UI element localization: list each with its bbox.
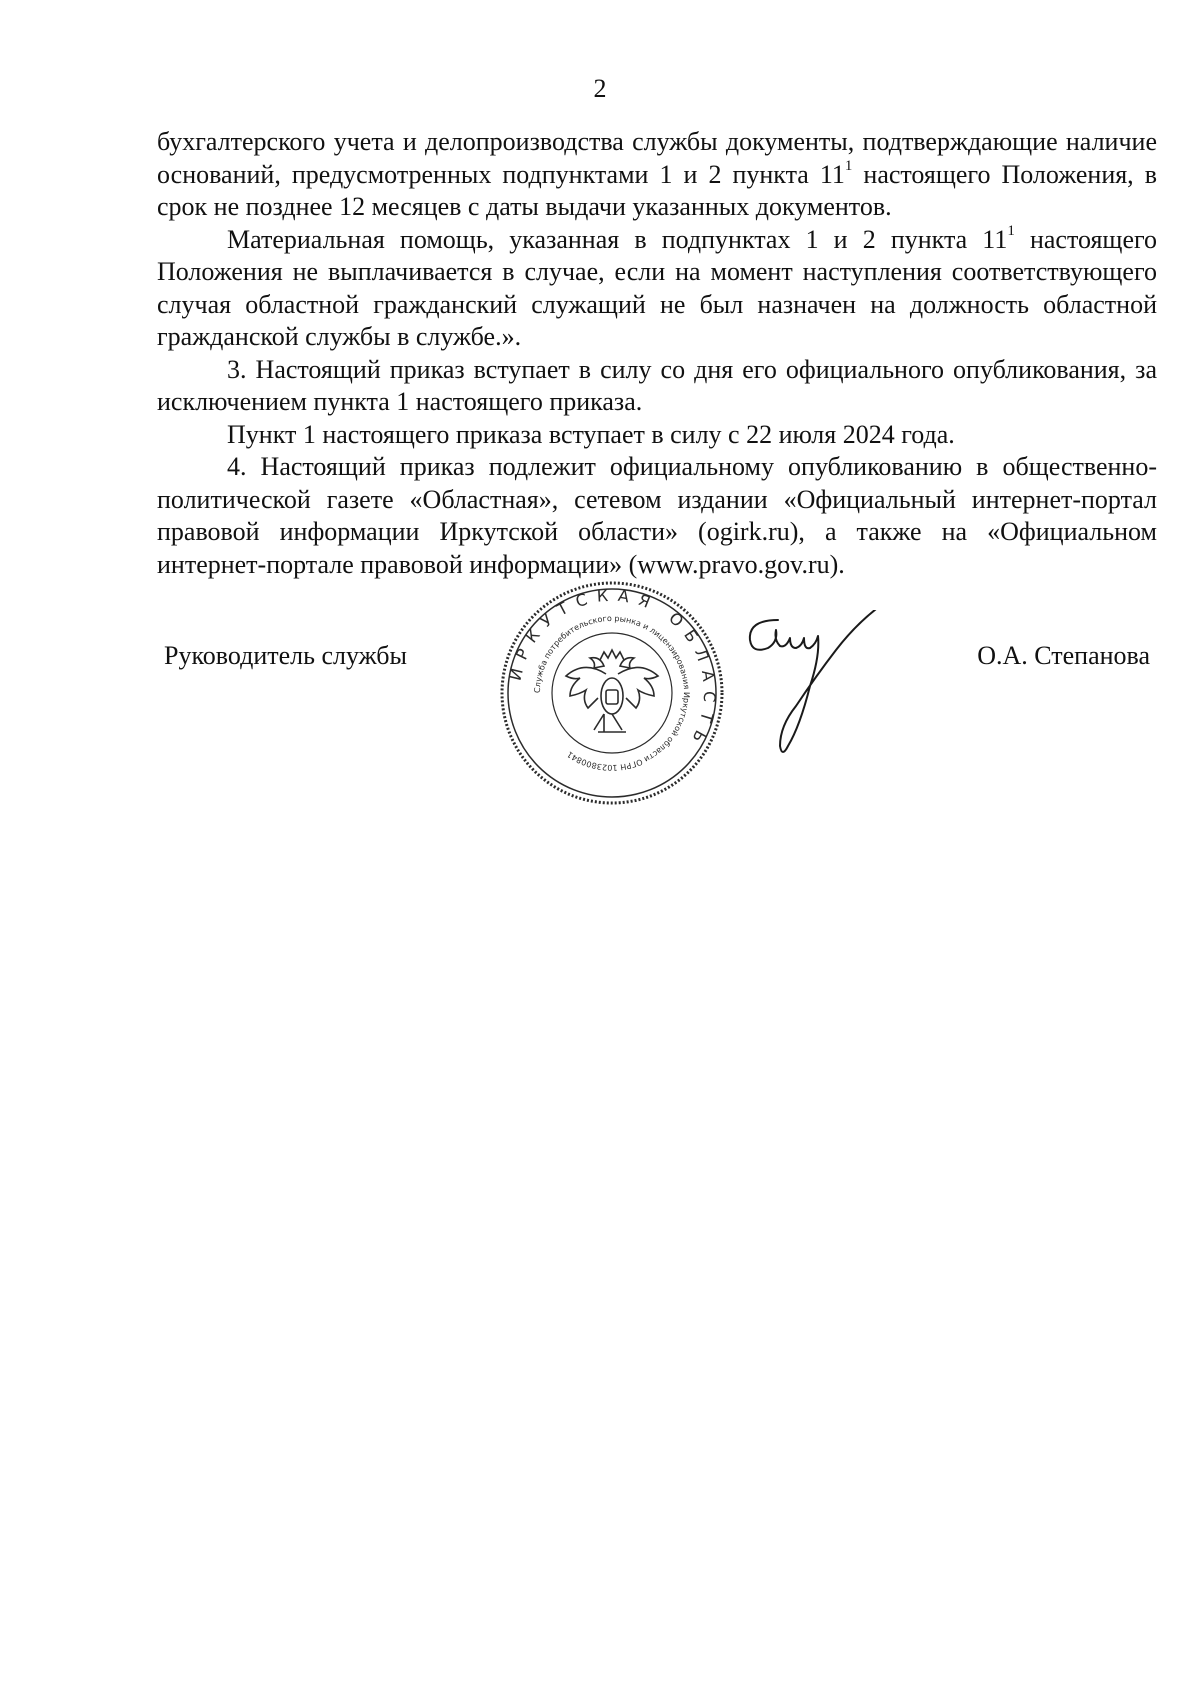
paragraph-material-aid <box>157 224 1157 354</box>
paragraph-text: настоящего Положения не выплачивается в случае, если на момент наступления соответствующего случая областной гражданский служащий не был назначен на должность областной гражданской службы в службе.». <box>157 224 1157 351</box>
paragraph-continuation <box>157 126 1157 224</box>
paragraph-item-3: 3. Настоящий приказ вступает в силу со дня его официального опубликования, за исключением пункта 1 настоящего приказа. <box>157 354 1157 416</box>
superscript: 1 <box>1007 222 1015 239</box>
paragraph-text: настоящего Положения, в срок не позднее 12 месяцев с даты выдачи указанных документов. <box>157 159 1157 221</box>
paragraph-text: Материальная помощь, указанная в подпунктах 1 и 2 пункта 11 <box>227 224 1008 254</box>
signatory-name: О.А. Степанова <box>977 641 1150 670</box>
double-headed-eagle-icon <box>566 650 658 732</box>
page-number: 2 <box>593 74 607 103</box>
superscript: 1 <box>844 157 853 174</box>
seal-inner-text: Служба потребительского рынка и лицензирования Иркутской области ОГРН 1023800841 <box>532 613 692 773</box>
paragraph-item-4: 4. Настоящий приказ подлежит официальному опубликованию в общественно-политической газете «Областная», сетевом издании «Официальный интернет-портал правовой информации Иркутской области» (ogirk.ru), а также на «Официальном интернет-портале правовой информации» (www.pravo.gov.ru). <box>157 452 1157 579</box>
official-seal <box>497 578 727 808</box>
signatory-position: Руководитель службы <box>164 641 407 670</box>
paragraph-item-1-effective: Пункт 1 настоящего приказа вступает в силу с 22 июля 2024 года. <box>227 419 955 449</box>
document-body <box>157 126 1157 581</box>
handwritten-signature <box>748 610 928 790</box>
paragraph-text: бухгалтерского учета и делопроизводства службы документы, подтверждающие наличие оснований, предусмотренных подпунктами 1 и 2 пункта 11 <box>157 127 1157 189</box>
seal-outer-text: ИРКУТСКАЯ ОБЛАСТЬ <box>505 585 720 754</box>
